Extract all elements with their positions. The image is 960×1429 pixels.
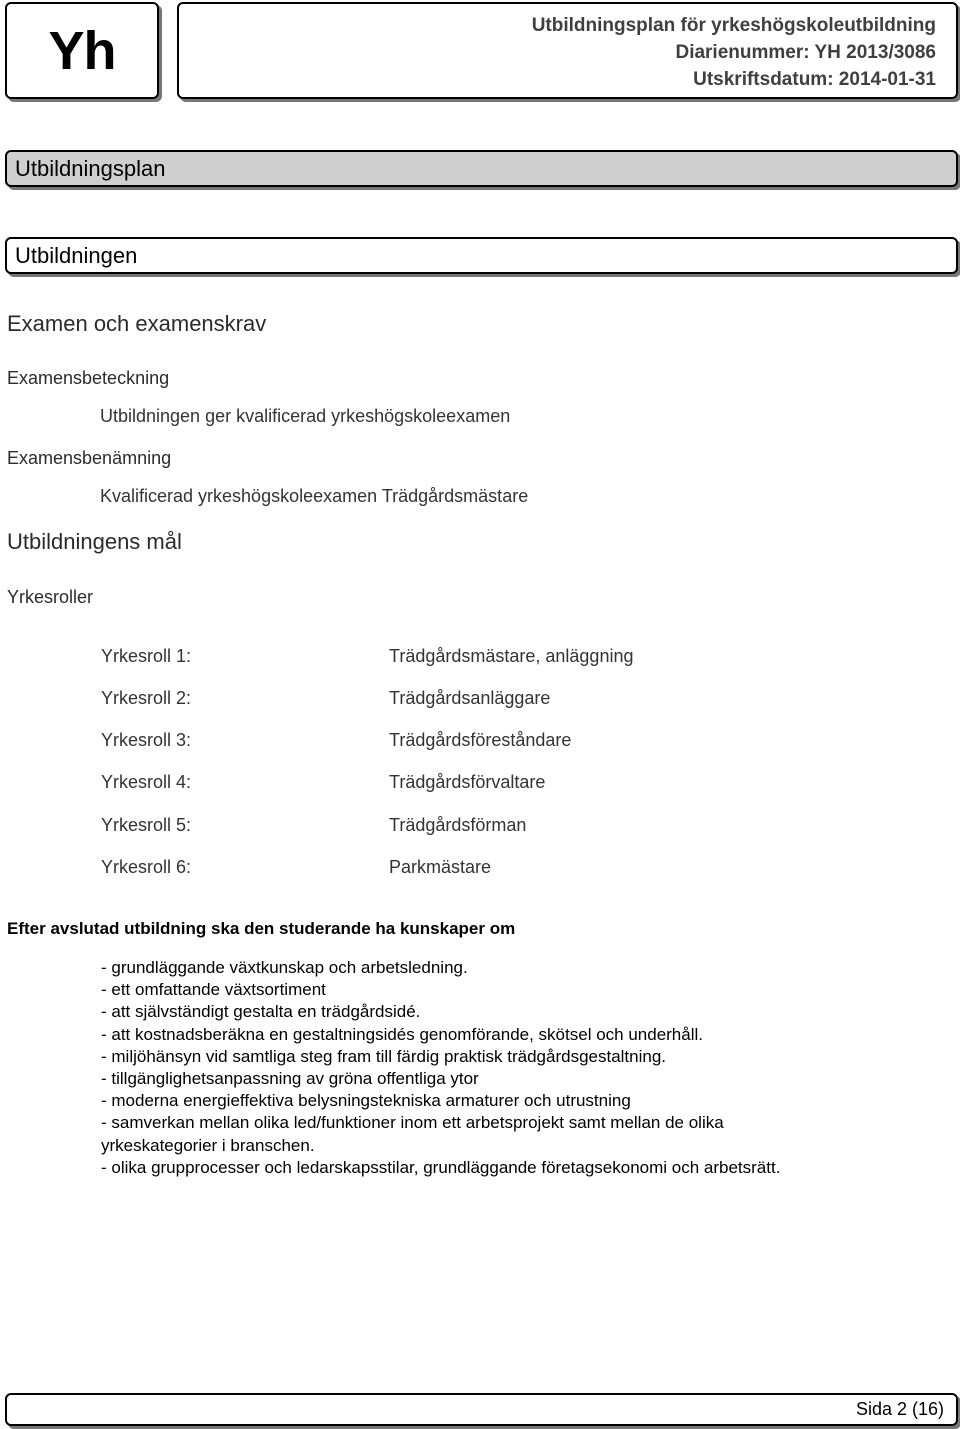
role-label-6: Yrkesroll 6:	[101, 857, 192, 877]
knowledge-heading: Efter avslutad utbildning ska den studerande ha kunskaper om	[7, 919, 516, 938]
role-value-5: Trädgårdsförman	[389, 815, 527, 835]
role-value-1: Trädgårdsmästare, anläggning	[389, 646, 634, 666]
examensbeteckning-label: Examensbeteckning	[7, 368, 170, 388]
page-footer	[5, 1393, 958, 1426]
mal-heading: Utbildningens mål	[7, 529, 182, 554]
yrkesroller-label: Yrkesroller	[7, 587, 94, 607]
role-label-3: Yrkesroll 3:	[101, 730, 192, 750]
examensbeteckning-value: Utbildningen ger kvalificerad yrkeshögskoleexamen	[100, 406, 511, 426]
role-value-3: Trädgårdsföreståndare	[389, 730, 572, 750]
role-value-2: Trädgårdsanläggare	[389, 688, 551, 708]
document-title: Utbildningsplan för yrkeshögskoleutbildning	[531, 15, 936, 36]
knowledge-item: - att kostnadsberäkna en gestaltningsidés genomförande, skötsel och underhåll.	[101, 1024, 703, 1044]
page-number: Sida 2 (16)	[855, 1399, 944, 1419]
knowledge-item: - tillgänglighetsanpassning av gröna offentliga ytor	[101, 1069, 479, 1089]
knowledge-item: - ett omfattande växtsortiment	[101, 980, 326, 1000]
examensbenamning-label: Examensbenämning	[7, 448, 172, 468]
examensbenamning-value: Kvalificerad yrkeshögskoleexamen Trädgårdsmästare	[100, 486, 529, 506]
utskriftsdatum: Utskriftsdatum: 2014-01-31	[693, 69, 936, 90]
document-header	[177, 2, 958, 99]
knowledge-list	[101, 957, 921, 1179]
knowledge-item: - samverkan mellan olika led/funktioner inom ett arbetsprojekt samt mellan de olika yrkeskategorier i branschen.	[101, 1113, 724, 1155]
diarienummer: Diarienummer: YH 2013/3086	[675, 42, 936, 63]
role-value-4: Trädgårdsförvaltare	[389, 772, 546, 792]
knowledge-item: - grundläggande växtkunskap och arbetsledning.	[101, 958, 468, 977]
examen-heading: Examen och examenskrav	[7, 311, 267, 336]
role-label-2: Yrkesroll 2:	[101, 688, 192, 708]
section-band-utbildningsplan	[5, 150, 958, 187]
knowledge-item: - miljöhänsyn vid samtliga steg fram till färdig praktisk trädgårdsgestaltning.	[101, 1046, 667, 1066]
role-label-1: Yrkesroll 1:	[101, 646, 192, 666]
knowledge-item: - moderna energieffektiva belysningstekniska armaturer och utrustning	[101, 1091, 631, 1111]
section-title-utbildningsplan: Utbildningsplan	[15, 155, 166, 181]
logo-text: Yh	[48, 20, 116, 81]
role-label-4: Yrkesroll 4:	[101, 772, 192, 792]
role-value-6: Parkmästare	[389, 857, 492, 877]
section-title-utbildningen: Utbildningen	[15, 242, 138, 268]
yh-logo	[5, 2, 159, 99]
section-band-utbildningen	[5, 237, 958, 274]
knowledge-item: - att självständigt gestalta en trädgårdsidé.	[101, 1002, 421, 1022]
knowledge-item: - olika grupprocesser och ledarskapsstilar, grundläggande företagsekonomi och arbetsrätt.	[101, 1157, 781, 1177]
role-label-5: Yrkesroll 5:	[101, 815, 192, 835]
